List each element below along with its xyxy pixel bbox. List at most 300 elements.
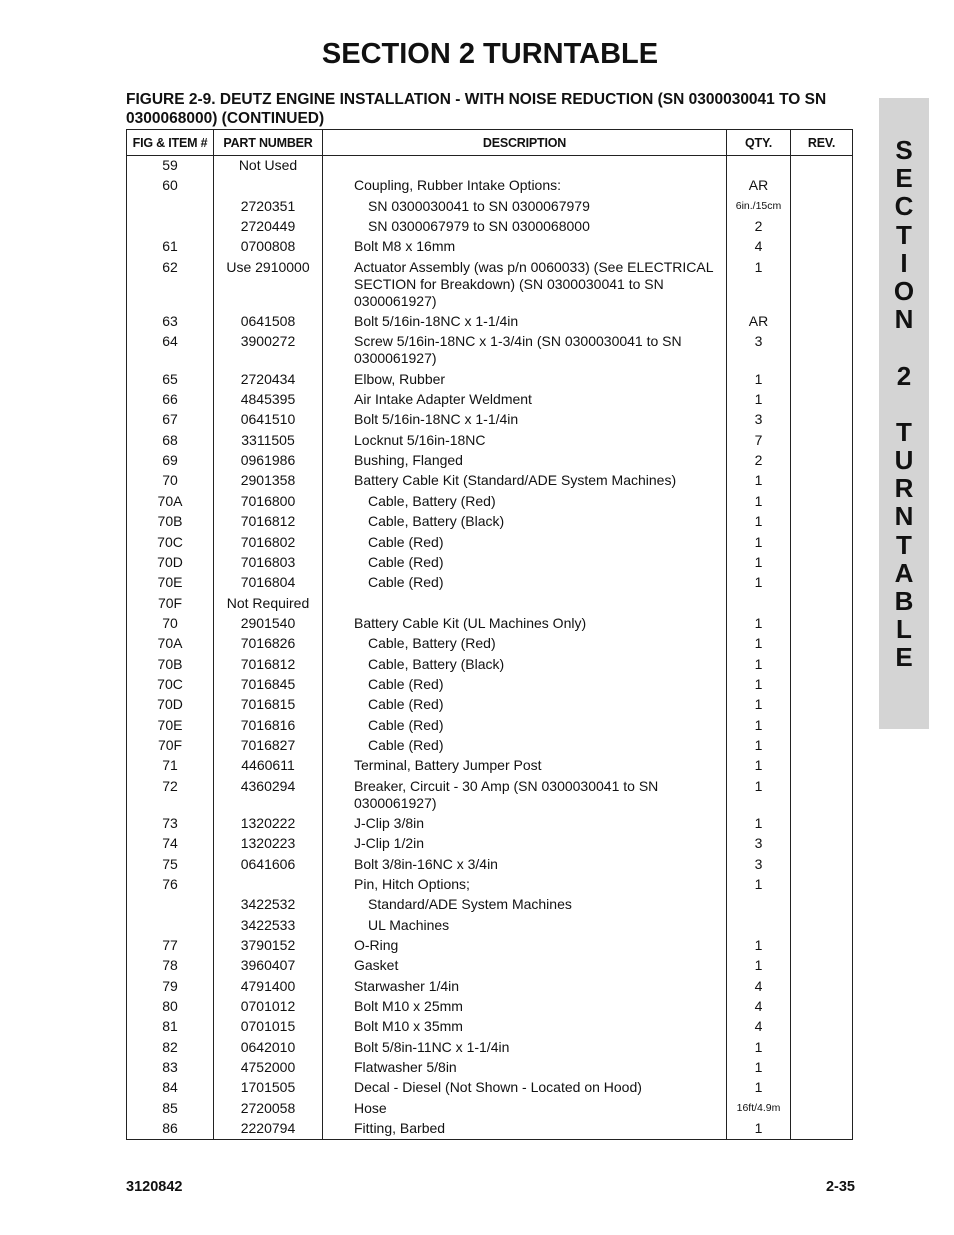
table-row bbox=[127, 236, 853, 256]
cell-qty: AR bbox=[727, 311, 791, 331]
table-row bbox=[127, 491, 853, 511]
cell-rev bbox=[791, 854, 853, 874]
cell-qty: 1 bbox=[727, 813, 791, 833]
cell-part-number: Use 2910000 bbox=[214, 257, 323, 311]
cell-qty: 1 bbox=[727, 511, 791, 531]
cell-qty: 1 bbox=[727, 470, 791, 490]
cell-qty: 1 bbox=[727, 369, 791, 389]
page-number: 2-35 bbox=[825, 1179, 855, 1195]
cell-description: Bolt 5/8in-11NC x 1-1/4in bbox=[323, 1037, 727, 1057]
cell-description: Gasket bbox=[323, 955, 727, 975]
cell-description: Terminal, Battery Jumper Post bbox=[323, 755, 727, 775]
cell-description: Elbow, Rubber bbox=[323, 369, 727, 389]
cell-rev bbox=[791, 156, 853, 176]
cell-rev bbox=[791, 389, 853, 409]
cell-description: Cable (Red) bbox=[323, 532, 727, 552]
cell-description bbox=[323, 593, 727, 613]
table-row bbox=[127, 593, 853, 613]
cell-rev bbox=[791, 1077, 853, 1097]
cell-rev bbox=[791, 175, 853, 195]
cell-fig-item: 70D bbox=[127, 552, 214, 572]
cell-qty: 3 bbox=[727, 854, 791, 874]
cell-fig-item bbox=[127, 915, 214, 935]
cell-rev bbox=[791, 216, 853, 236]
table-row bbox=[127, 257, 853, 311]
side-tab-letter: E bbox=[895, 642, 913, 673]
cell-qty: 1 bbox=[727, 694, 791, 714]
cell-qty: 2 bbox=[727, 450, 791, 470]
table-header-row bbox=[127, 130, 853, 156]
cell-rev bbox=[791, 470, 853, 490]
cell-fig-item: 74 bbox=[127, 833, 214, 853]
cell-rev bbox=[791, 976, 853, 996]
cell-qty: 1 bbox=[727, 491, 791, 511]
cell-qty: 1 bbox=[727, 633, 791, 653]
cell-description: Decal - Diesel (Not Shown - Located on Hood) bbox=[323, 1077, 727, 1097]
cell-fig-item: 70F bbox=[127, 735, 214, 755]
side-tab-letter: R bbox=[894, 473, 914, 504]
cell-fig-item: 63 bbox=[127, 311, 214, 331]
cell-fig-item: 81 bbox=[127, 1016, 214, 1036]
cell-part-number: 1320223 bbox=[214, 833, 323, 853]
cell-description: J-Clip 1/2in bbox=[323, 833, 727, 853]
cell-fig-item: 70D bbox=[127, 694, 214, 714]
cell-part-number bbox=[214, 874, 323, 894]
cell-fig-item: 78 bbox=[127, 955, 214, 975]
cell-fig-item: 70B bbox=[127, 511, 214, 531]
cell-fig-item: 80 bbox=[127, 996, 214, 1016]
table-row bbox=[127, 216, 853, 236]
cell-description: Cable (Red) bbox=[323, 572, 727, 592]
table-row bbox=[127, 389, 853, 409]
column-header-rev: REV. bbox=[791, 130, 853, 156]
cell-qty: 1 bbox=[727, 776, 791, 813]
cell-part-number: 0642010 bbox=[214, 1037, 323, 1057]
cell-qty: 2 bbox=[727, 216, 791, 236]
cell-part-number: 4752000 bbox=[214, 1057, 323, 1077]
cell-fig-item: 70 bbox=[127, 470, 214, 490]
cell-part-number: Not Required bbox=[214, 593, 323, 613]
cell-description: O-Ring bbox=[323, 935, 727, 955]
cell-qty: 1 bbox=[727, 755, 791, 775]
side-tab-letter: T bbox=[896, 416, 912, 447]
cell-description: Cable, Battery (Black) bbox=[323, 654, 727, 674]
side-tab-letter: E bbox=[895, 163, 913, 194]
cell-qty: 1 bbox=[727, 1037, 791, 1057]
side-tab-letter: T bbox=[896, 219, 912, 250]
cell-qty: 1 bbox=[727, 613, 791, 633]
cell-part-number: 4791400 bbox=[214, 976, 323, 996]
cell-rev bbox=[791, 735, 853, 755]
cell-description: UL Machines bbox=[323, 915, 727, 935]
cell-fig-item: 82 bbox=[127, 1037, 214, 1057]
cell-description: Pin, Hitch Options; bbox=[323, 874, 727, 894]
cell-fig-item bbox=[127, 196, 214, 216]
cell-qty bbox=[727, 894, 791, 914]
cell-qty: 1 bbox=[727, 257, 791, 311]
cell-part-number: 3422532 bbox=[214, 894, 323, 914]
table-row bbox=[127, 755, 853, 775]
side-tab-letter: N bbox=[894, 304, 914, 335]
cell-part-number: 7016803 bbox=[214, 552, 323, 572]
cell-rev bbox=[791, 996, 853, 1016]
cell-rev bbox=[791, 331, 853, 368]
cell-rev bbox=[791, 813, 853, 833]
cell-fig-item: 70A bbox=[127, 633, 214, 653]
cell-fig-item: 70A bbox=[127, 491, 214, 511]
figure-title: FIGURE 2-9. DEUTZ ENGINE INSTALLATION - WITH NOISE REDUCTION (SN 0300030041 TO SN 0300068000) (CONTINUED) bbox=[126, 91, 827, 127]
cell-part-number: 7016802 bbox=[214, 532, 323, 552]
table-row bbox=[127, 776, 853, 813]
cell-description: Flatwasher 5/8in bbox=[323, 1057, 727, 1077]
cell-part-number: 2720058 bbox=[214, 1098, 323, 1118]
cell-part-number: 7016826 bbox=[214, 633, 323, 653]
table-row bbox=[127, 196, 853, 216]
cell-fig-item: 64 bbox=[127, 331, 214, 368]
table-row bbox=[127, 654, 853, 674]
cell-qty: 1 bbox=[727, 532, 791, 552]
cell-qty: 1 bbox=[727, 572, 791, 592]
table-row bbox=[127, 430, 853, 450]
cell-qty: 1 bbox=[727, 674, 791, 694]
cell-description: Battery Cable Kit (Standard/ADE System Machines) bbox=[323, 470, 727, 490]
cell-description: Cable, Battery (Red) bbox=[323, 633, 727, 653]
cell-fig-item: 67 bbox=[127, 409, 214, 429]
column-header-description: DESCRIPTION bbox=[323, 130, 727, 156]
cell-description bbox=[323, 156, 727, 176]
table-row bbox=[127, 976, 853, 996]
section-side-tab bbox=[879, 98, 929, 729]
cell-qty: 1 bbox=[727, 935, 791, 955]
cell-fig-item: 68 bbox=[127, 430, 214, 450]
table-row bbox=[127, 735, 853, 755]
side-tab-letter: C bbox=[894, 191, 914, 222]
cell-fig-item: 70C bbox=[127, 532, 214, 552]
side-tab-letter: T bbox=[896, 529, 912, 560]
cell-description: Cable (Red) bbox=[323, 735, 727, 755]
cell-description: Bolt M8 x 16mm bbox=[323, 236, 727, 256]
cell-description: Cable (Red) bbox=[323, 715, 727, 735]
cell-rev bbox=[791, 776, 853, 813]
cell-part-number: 7016827 bbox=[214, 735, 323, 755]
table-row bbox=[127, 854, 853, 874]
table-row bbox=[127, 894, 853, 914]
cell-description: SN 0300067979 to SN 0300068000 bbox=[323, 216, 727, 236]
side-tab-letter: 2 bbox=[896, 360, 912, 391]
cell-part-number: 3311505 bbox=[214, 430, 323, 450]
column-header-qty: QTY. bbox=[727, 130, 791, 156]
table-row bbox=[127, 331, 853, 368]
cell-rev bbox=[791, 1098, 853, 1118]
table-row bbox=[127, 674, 853, 694]
cell-fig-item: 75 bbox=[127, 854, 214, 874]
cell-fig-item: 70B bbox=[127, 654, 214, 674]
table-row bbox=[127, 311, 853, 331]
table-row bbox=[127, 532, 853, 552]
cell-part-number: 0701012 bbox=[214, 996, 323, 1016]
cell-rev bbox=[791, 894, 853, 914]
cell-description: Bolt M10 x 25mm bbox=[323, 996, 727, 1016]
table-row bbox=[127, 450, 853, 470]
cell-description: Bolt M10 x 35mm bbox=[323, 1016, 727, 1036]
cell-rev bbox=[791, 715, 853, 735]
table-row bbox=[127, 511, 853, 531]
cell-fig-item: 65 bbox=[127, 369, 214, 389]
cell-fig-item: 70F bbox=[127, 593, 214, 613]
table-row bbox=[127, 715, 853, 735]
cell-rev bbox=[791, 409, 853, 429]
cell-qty: 4 bbox=[727, 236, 791, 256]
cell-qty: 4 bbox=[727, 1016, 791, 1036]
table-row bbox=[127, 156, 853, 176]
cell-fig-item bbox=[127, 216, 214, 236]
cell-description: Hose bbox=[323, 1098, 727, 1118]
cell-rev bbox=[791, 1118, 853, 1140]
cell-fig-item: 59 bbox=[127, 156, 214, 176]
cell-fig-item: 72 bbox=[127, 776, 214, 813]
cell-rev bbox=[791, 633, 853, 653]
cell-rev bbox=[791, 491, 853, 511]
cell-fig-item: 77 bbox=[127, 935, 214, 955]
cell-part-number: 0700808 bbox=[214, 236, 323, 256]
table-row bbox=[127, 175, 853, 195]
cell-part-number: 4845395 bbox=[214, 389, 323, 409]
cell-rev bbox=[791, 511, 853, 531]
cell-qty bbox=[727, 156, 791, 176]
table-row bbox=[127, 694, 853, 714]
cell-rev bbox=[791, 196, 853, 216]
cell-part-number bbox=[214, 175, 323, 195]
side-tab-letter: U bbox=[894, 445, 914, 476]
cell-qty: AR bbox=[727, 175, 791, 195]
cell-description: Bolt 5/16in-18NC x 1-1/4in bbox=[323, 409, 727, 429]
cell-qty: 6in./15cm bbox=[727, 196, 791, 216]
cell-rev bbox=[791, 572, 853, 592]
cell-qty: 7 bbox=[727, 430, 791, 450]
cell-fig-item: 70C bbox=[127, 674, 214, 694]
cell-rev bbox=[791, 694, 853, 714]
side-tab-letter: S bbox=[895, 135, 913, 165]
table-row bbox=[127, 633, 853, 653]
cell-rev bbox=[791, 935, 853, 955]
cell-part-number: 7016804 bbox=[214, 572, 323, 592]
cell-part-number: 1701505 bbox=[214, 1077, 323, 1097]
parts-table-body bbox=[127, 156, 853, 1140]
table-row bbox=[127, 1016, 853, 1036]
table-row bbox=[127, 1037, 853, 1057]
cell-part-number: 0641510 bbox=[214, 409, 323, 429]
side-tab-letter: B bbox=[894, 586, 914, 616]
cell-part-number: 0701015 bbox=[214, 1016, 323, 1036]
table-row bbox=[127, 409, 853, 429]
cell-fig-item: 83 bbox=[127, 1057, 214, 1077]
cell-fig-item bbox=[127, 894, 214, 914]
cell-fig-item: 73 bbox=[127, 813, 214, 833]
cell-rev bbox=[791, 833, 853, 853]
cell-fig-item: 61 bbox=[127, 236, 214, 256]
cell-part-number: 7016812 bbox=[214, 654, 323, 674]
table-row bbox=[127, 955, 853, 975]
cell-part-number: 7016816 bbox=[214, 715, 323, 735]
cell-part-number: 2720351 bbox=[214, 196, 323, 216]
table-row bbox=[127, 613, 853, 633]
cell-description: J-Clip 3/8in bbox=[323, 813, 727, 833]
cell-part-number: 1320222 bbox=[214, 813, 323, 833]
section-title: SECTION 2 TURNTABLE bbox=[321, 38, 659, 70]
parts-table bbox=[126, 129, 853, 1140]
cell-rev bbox=[791, 532, 853, 552]
cell-fig-item: 69 bbox=[127, 450, 214, 470]
table-row bbox=[127, 552, 853, 572]
cell-description: Cable (Red) bbox=[323, 694, 727, 714]
cell-part-number: 7016815 bbox=[214, 694, 323, 714]
cell-fig-item: 66 bbox=[127, 389, 214, 409]
table-row bbox=[127, 1057, 853, 1077]
column-header-fig: FIG & ITEM # bbox=[127, 130, 214, 156]
cell-part-number: 3790152 bbox=[214, 935, 323, 955]
cell-description: Bushing, Flanged bbox=[323, 450, 727, 470]
cell-part-number: 2901358 bbox=[214, 470, 323, 490]
cell-qty: 4 bbox=[727, 996, 791, 1016]
cell-fig-item: 70E bbox=[127, 715, 214, 735]
cell-rev bbox=[791, 236, 853, 256]
cell-fig-item: 76 bbox=[127, 874, 214, 894]
cell-description: Fitting, Barbed bbox=[323, 1118, 727, 1140]
cell-description: SN 0300030041 to SN 0300067979 bbox=[323, 196, 727, 216]
table-row bbox=[127, 369, 853, 389]
table-row bbox=[127, 1118, 853, 1140]
cell-rev bbox=[791, 755, 853, 775]
column-header-part-number: PART NUMBER bbox=[214, 130, 323, 156]
cell-rev bbox=[791, 874, 853, 894]
cell-qty: 3 bbox=[727, 833, 791, 853]
cell-rev bbox=[791, 552, 853, 572]
side-tab-letter: N bbox=[894, 501, 914, 532]
cell-description: Starwasher 1/4in bbox=[323, 976, 727, 996]
cell-rev bbox=[791, 1037, 853, 1057]
cell-fig-item: 85 bbox=[127, 1098, 214, 1118]
table-row bbox=[127, 996, 853, 1016]
table-row bbox=[127, 874, 853, 894]
cell-description: Locknut 5/16in-18NC bbox=[323, 430, 727, 450]
side-tab-letter: I bbox=[900, 247, 908, 278]
cell-rev bbox=[791, 1016, 853, 1036]
side-tab-letter: A bbox=[894, 557, 914, 588]
cell-qty: 1 bbox=[727, 955, 791, 975]
side-tab-letter: O bbox=[893, 275, 915, 306]
cell-description: Cable, Battery (Black) bbox=[323, 511, 727, 531]
cell-part-number: 0641508 bbox=[214, 311, 323, 331]
cell-part-number: 3422533 bbox=[214, 915, 323, 935]
cell-fig-item: 86 bbox=[127, 1118, 214, 1140]
cell-rev bbox=[791, 369, 853, 389]
cell-rev bbox=[791, 955, 853, 975]
cell-part-number: 7016845 bbox=[214, 674, 323, 694]
cell-part-number: 4460611 bbox=[214, 755, 323, 775]
cell-fig-item: 70 bbox=[127, 613, 214, 633]
cell-description: Cable (Red) bbox=[323, 552, 727, 572]
cell-rev bbox=[791, 654, 853, 674]
cell-qty: 1 bbox=[727, 715, 791, 735]
cell-description: Coupling, Rubber Intake Options: bbox=[323, 175, 727, 195]
cell-rev bbox=[791, 257, 853, 311]
cell-part-number: 2720434 bbox=[214, 369, 323, 389]
table-row bbox=[127, 915, 853, 935]
cell-qty: 16ft/4.9m bbox=[727, 1098, 791, 1118]
cell-fig-item: 79 bbox=[127, 976, 214, 996]
cell-description: Actuator Assembly (was p/n 0060033) (See ELECTRICAL SECTION for Breakdown) (SN 0300030041 to SN 0300061927) bbox=[323, 257, 727, 311]
cell-fig-item: 60 bbox=[127, 175, 214, 195]
cell-qty: 1 bbox=[727, 874, 791, 894]
cell-qty bbox=[727, 593, 791, 613]
cell-qty bbox=[727, 915, 791, 935]
cell-rev bbox=[791, 311, 853, 331]
cell-description: Standard/ADE System Machines bbox=[323, 894, 727, 914]
cell-fig-item: 62 bbox=[127, 257, 214, 311]
cell-part-number: 0961986 bbox=[214, 450, 323, 470]
cell-rev bbox=[791, 450, 853, 470]
cell-part-number: Not Used bbox=[214, 156, 323, 176]
cell-qty: 3 bbox=[727, 409, 791, 429]
cell-part-number: 2220794 bbox=[214, 1118, 323, 1140]
cell-qty: 1 bbox=[727, 1057, 791, 1077]
cell-description: Bolt 3/8in-16NC x 3/4in bbox=[323, 854, 727, 874]
table-row bbox=[127, 813, 853, 833]
cell-fig-item: 84 bbox=[127, 1077, 214, 1097]
cell-part-number: 4360294 bbox=[214, 776, 323, 813]
cell-description: Cable, Battery (Red) bbox=[323, 491, 727, 511]
table-row bbox=[127, 833, 853, 853]
cell-part-number: 2720449 bbox=[214, 216, 323, 236]
cell-rev bbox=[791, 915, 853, 935]
cell-part-number: 3960407 bbox=[214, 955, 323, 975]
side-tab-letter: L bbox=[896, 614, 912, 645]
cell-rev bbox=[791, 674, 853, 694]
cell-description: Breaker, Circuit - 30 Amp (SN 0300030041 to SN 0300061927) bbox=[323, 776, 727, 813]
cell-qty: 1 bbox=[727, 552, 791, 572]
cell-rev bbox=[791, 1057, 853, 1077]
table-row bbox=[127, 1077, 853, 1097]
table-row bbox=[127, 935, 853, 955]
cell-rev bbox=[791, 613, 853, 633]
cell-rev bbox=[791, 593, 853, 613]
cell-rev bbox=[791, 430, 853, 450]
cell-description: Battery Cable Kit (UL Machines Only) bbox=[323, 613, 727, 633]
cell-description: Air Intake Adapter Weldment bbox=[323, 389, 727, 409]
cell-qty: 1 bbox=[727, 735, 791, 755]
cell-qty: 1 bbox=[727, 1118, 791, 1140]
cell-description: Bolt 5/16in-18NC x 1-1/4in bbox=[323, 311, 727, 331]
cell-qty: 1 bbox=[727, 654, 791, 674]
cell-qty: 1 bbox=[727, 1077, 791, 1097]
table-row bbox=[127, 470, 853, 490]
cell-qty: 1 bbox=[727, 389, 791, 409]
cell-description: Cable (Red) bbox=[323, 674, 727, 694]
document-number: 3120842 bbox=[126, 1179, 183, 1195]
cell-part-number: 3900272 bbox=[214, 331, 323, 368]
cell-qty: 3 bbox=[727, 331, 791, 368]
cell-qty: 4 bbox=[727, 976, 791, 996]
table-row bbox=[127, 572, 853, 592]
cell-fig-item: 70E bbox=[127, 572, 214, 592]
cell-part-number: 7016800 bbox=[214, 491, 323, 511]
cell-part-number: 2901540 bbox=[214, 613, 323, 633]
cell-description: Screw 5/16in-18NC x 1-3/4in (SN 0300030041 to SN 0300061927) bbox=[323, 331, 727, 368]
cell-part-number: 7016812 bbox=[214, 511, 323, 531]
cell-fig-item: 71 bbox=[127, 755, 214, 775]
cell-part-number: 0641606 bbox=[214, 854, 323, 874]
table-row bbox=[127, 1098, 853, 1118]
